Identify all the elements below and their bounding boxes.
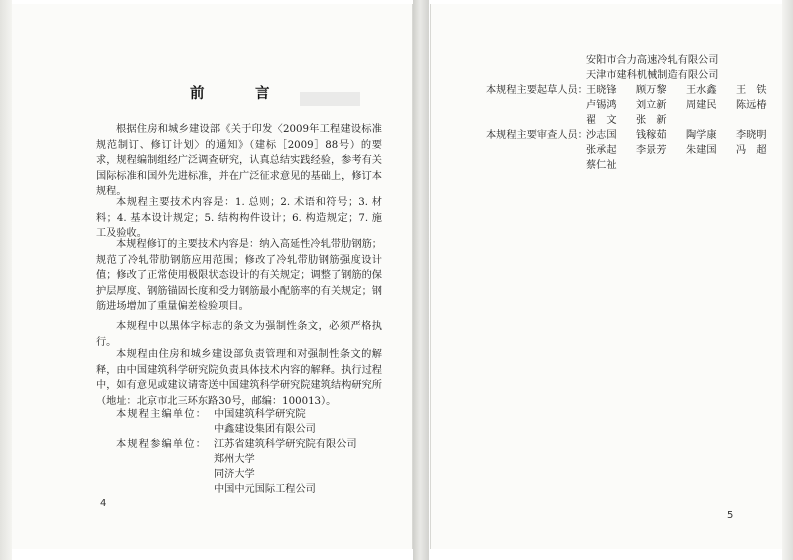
person-name: 周建民 (686, 100, 717, 111)
person-name: 张承起 (586, 145, 617, 156)
person-name: 王 铁 (736, 85, 767, 96)
preface-paragraph: 本规程修订的主要技术内容是：纳入高延性冷轧带肋钢筋；规范了冷轧带肋钢筋应用范围；修改了冷轧带肋钢筋强度设计值；修改了正常使用极限状态设计的有关规定；调整了钢筋的保护层厚度、钢筋锚固长度和受力钢筋最小配筋率的有关规定；钢筋进场增加了重量偏差检验项目。 (96, 239, 382, 312)
participating-units-label: 本规程参编单位： (116, 439, 208, 450)
person-name: 朱建国 (686, 145, 717, 156)
bleed-through-mark (300, 92, 360, 106)
page-number-left: 4 (100, 498, 107, 509)
book-gutter (413, 0, 429, 560)
person-name: 李晓明 (736, 130, 767, 141)
chief-unit: 中鑫建设集团有限公司 (214, 424, 316, 435)
reviewers-row (586, 158, 636, 174)
preface-paragraph: 本规程主要技术内容是：1. 总则；2. 术语和符号；3. 材料；4. 基本设计规定；5. 结构构件设计；6. 构造规定；7. 施工及验收。 (96, 197, 382, 239)
reviewers-row (586, 128, 786, 144)
person-name: 李景芳 (636, 145, 667, 156)
person-name: 翟 文 (586, 115, 617, 126)
person-name: 陈远椿 (736, 100, 767, 111)
person-name: 顾万黎 (636, 85, 667, 96)
person-name: 张 新 (636, 115, 667, 126)
chief-units-label: 本规程主编单位： (116, 409, 208, 420)
left-page-edge (0, 0, 12, 560)
person-name: 沙志国 (586, 130, 617, 141)
participating-unit: 郑州大学 (214, 454, 255, 465)
person-name: 钱稼茹 (636, 130, 667, 141)
preface-paragraph: 本规程由住房和城乡建设部负责管理和对强制性条文的解释，由中国建筑科学研究院负责具体技术内容的解释。执行过程中，如有意见或建议请寄送中国建筑科学研究院建筑结构研究所（地址：北京市北三环东路30号，邮编：100013）。 (96, 349, 382, 407)
participating-unit: 中国中元国际工程公司 (214, 484, 316, 495)
person-name: 蔡仁祉 (586, 160, 617, 171)
participating-unit: 天津市建科机械制造有限公司 (586, 70, 719, 81)
person-name: 刘立新 (636, 100, 667, 111)
person-name: 王水鑫 (686, 85, 717, 96)
reviewers-row (586, 143, 786, 159)
participating-units-label-row (116, 437, 214, 453)
page-number-right: 5 (727, 510, 734, 521)
chief-units-label-row (116, 407, 214, 423)
reviewers-label: 本规程主要审查人员： (486, 130, 588, 141)
person-name: 陶学康 (686, 130, 717, 141)
participating-unit: 同济大学 (214, 469, 255, 480)
drafters-row (586, 98, 786, 114)
page-title: 前 言 (190, 85, 288, 102)
drafters-label: 本规程主要起草人员： (486, 85, 588, 96)
person-name: 卢锡鸿 (586, 100, 617, 111)
participating-unit: 江苏省建筑科学研究院有限公司 (214, 439, 357, 450)
person-name: 冯 超 (736, 145, 767, 156)
drafters-row (586, 113, 686, 129)
preface-paragraph: 本规程中以黑体字标志的条文为强制性条文，必须严格执行。 (96, 321, 382, 348)
chief-unit: 中国建筑科学研究院 (214, 409, 306, 420)
person-name: 王晓锋 (586, 85, 617, 96)
drafters-row (586, 83, 786, 99)
participating-unit: 安阳市合力高速冷轧有限公司 (586, 55, 719, 66)
preface-paragraph: 根据住房和城乡建设部《关于印发〈2009年工程建设标准规范制订、修订计划〉的通知》（建标［2009］88号）的要求，规程编制组经广泛调查研究，认真总结实践经验，参考有关国际标准和国外先进标准，并在广泛征求意见的基础上，修订本规程。 (96, 124, 382, 197)
